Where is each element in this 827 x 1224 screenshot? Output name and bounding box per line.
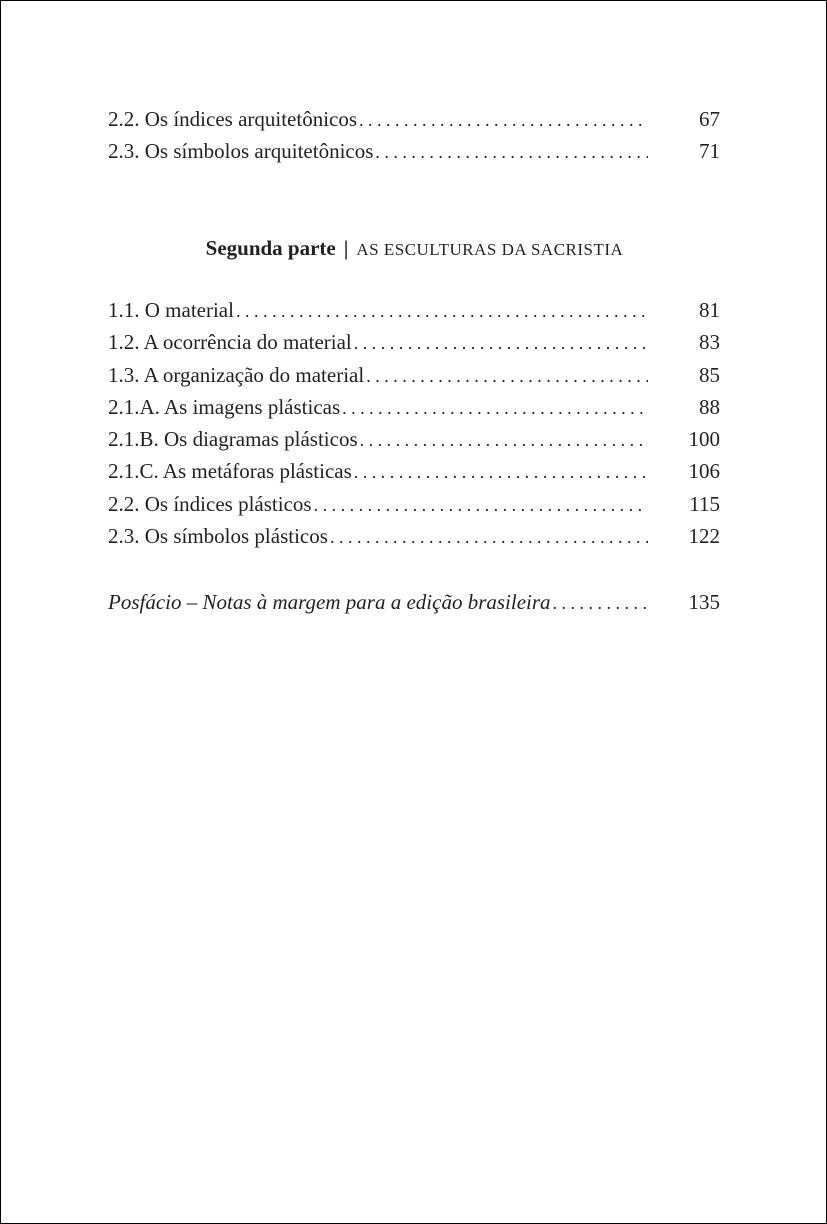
toc-entry bbox=[108, 455, 720, 487]
toc-entry-page: 85 bbox=[699, 362, 720, 387]
toc-entry bbox=[108, 326, 720, 358]
section-subtitle: AS ESCULTURAS DA SACRISTIA bbox=[356, 240, 624, 259]
toc-entry-label: 1.1. O material bbox=[108, 298, 234, 322]
toc-top-list bbox=[108, 103, 720, 168]
dot-leader bbox=[553, 587, 648, 619]
dot-leader bbox=[354, 327, 648, 359]
toc-postface bbox=[108, 586, 720, 618]
dot-leader bbox=[360, 424, 648, 456]
dot-leader bbox=[375, 136, 648, 168]
toc-entry-page: 71 bbox=[699, 139, 720, 164]
toc-entry-label: 2.2. Os índices plásticos bbox=[108, 491, 312, 516]
toc-entry bbox=[108, 103, 720, 135]
toc-entry-label: 2.1.B. Os diagramas plásticos bbox=[108, 427, 358, 452]
toc-entry-page: 122 bbox=[688, 524, 720, 549]
toc-entry-label: 2.2. Os índices arquitetônicos bbox=[108, 107, 358, 131]
toc-entry-page: 106 bbox=[688, 459, 720, 484]
toc-entry-label: 2.3. Os símbolos arquitetônicos bbox=[108, 139, 374, 164]
dot-leader bbox=[314, 489, 648, 521]
dot-leader bbox=[236, 295, 648, 327]
toc-entry-page: 83 bbox=[699, 330, 720, 355]
section-heading bbox=[1, 233, 827, 265]
dot-leader bbox=[366, 360, 648, 392]
toc-entry-page: 135 bbox=[688, 590, 720, 614]
section-part-title: Segunda parte bbox=[205, 236, 336, 260]
toc-entry bbox=[108, 135, 720, 167]
toc-entry bbox=[108, 423, 720, 455]
toc-entry-label: 2.1.A. As imagens plásticas bbox=[108, 394, 341, 419]
toc-main-list bbox=[108, 294, 720, 552]
toc-entry bbox=[108, 391, 720, 423]
toc-entry-postface bbox=[108, 586, 720, 618]
toc-entry-label: 1.2. A ocorrência do material bbox=[108, 330, 352, 355]
toc-entry bbox=[108, 294, 720, 326]
toc-entry bbox=[108, 488, 720, 520]
dot-leader bbox=[359, 104, 648, 136]
toc-entry bbox=[108, 359, 720, 391]
dot-leader bbox=[342, 392, 648, 424]
toc-entry-label: 2.3. Os símbolos plásticos bbox=[108, 524, 328, 549]
dot-leader bbox=[354, 456, 648, 488]
dot-leader bbox=[330, 521, 648, 553]
toc-entry-page: 100 bbox=[688, 427, 720, 452]
toc-entry-page: 67 bbox=[699, 107, 720, 131]
toc-entry-label: 2.1.C. As metáforas plásticas bbox=[108, 459, 352, 484]
toc-entry-page: 88 bbox=[699, 394, 720, 419]
section-separator: | bbox=[343, 236, 349, 260]
toc-entry-label: 1.3. A organização do material bbox=[108, 362, 365, 387]
toc-entry-page: 81 bbox=[699, 298, 720, 322]
toc-entry-page: 115 bbox=[689, 491, 720, 516]
toc-entry-label: Posfácio – Notas à margem para a edição brasileira bbox=[108, 590, 551, 614]
toc-entry bbox=[108, 520, 720, 552]
